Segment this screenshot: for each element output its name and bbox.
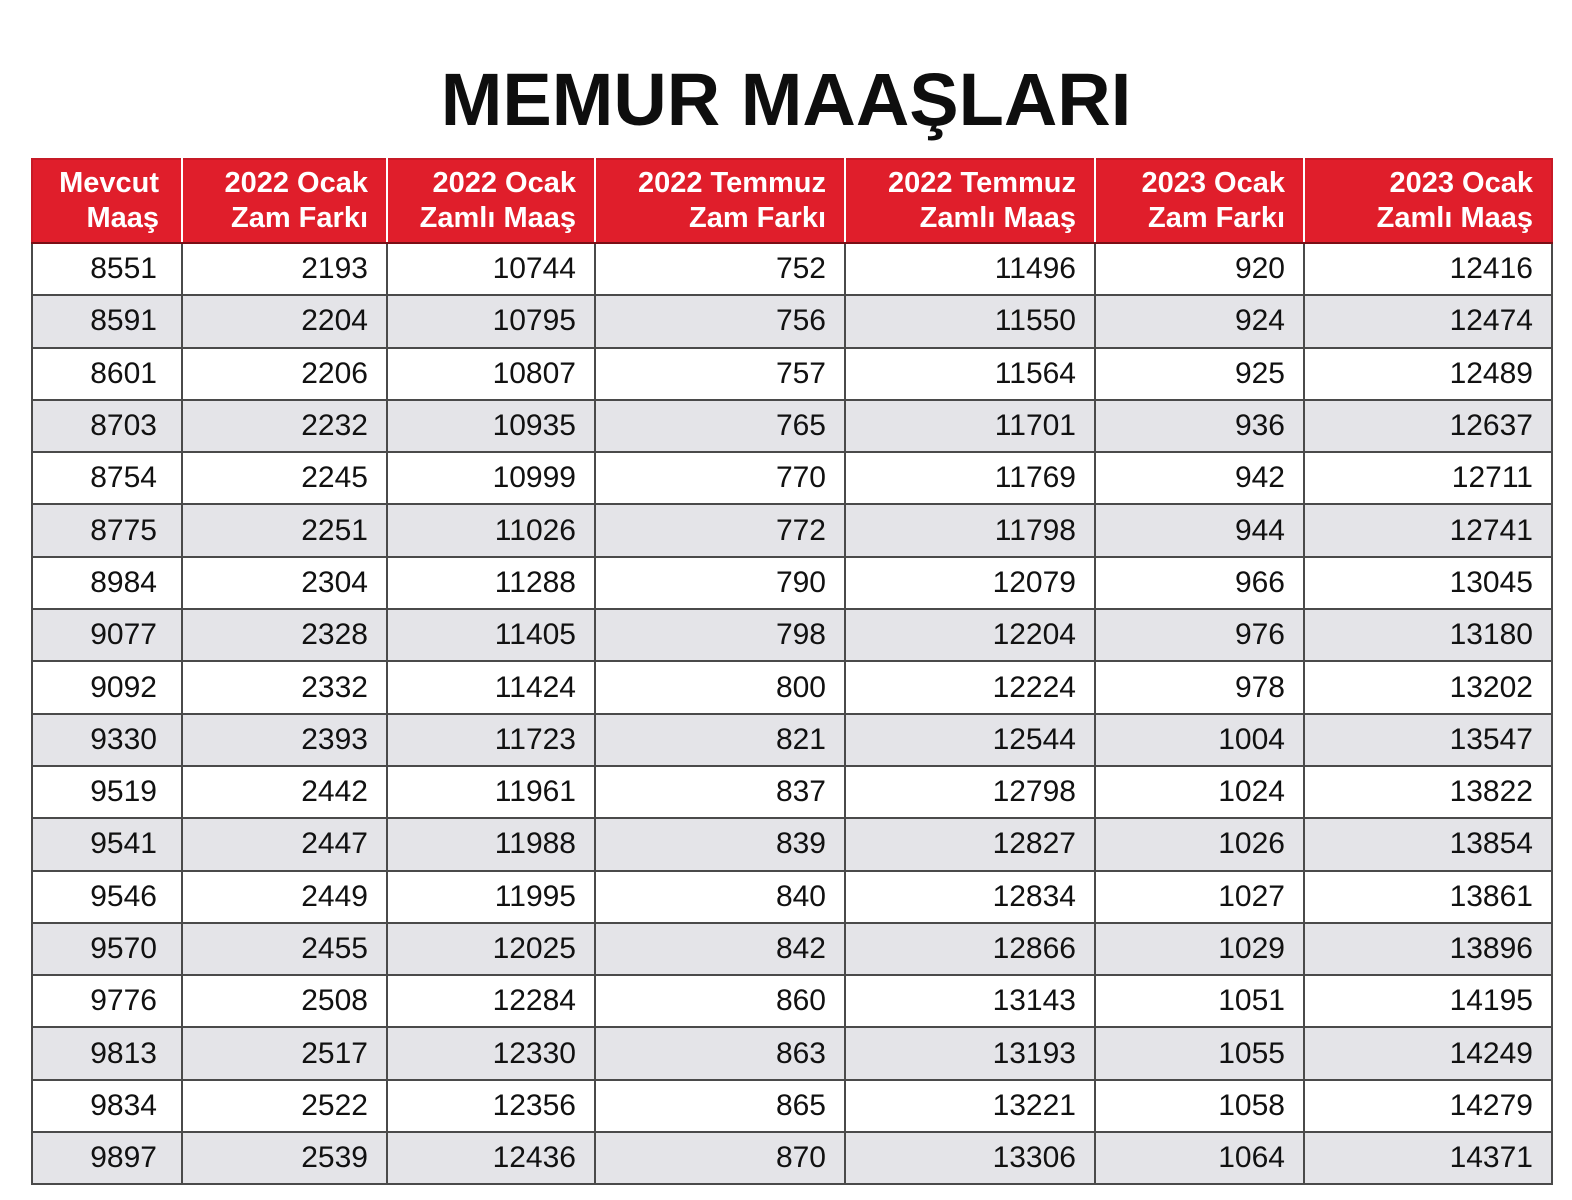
table-cell: 13854 [1304, 818, 1552, 870]
table-row [32, 871, 1552, 923]
table-cell: 2517 [182, 1027, 387, 1079]
table-cell: 12637 [1304, 400, 1552, 452]
table-cell: 14279 [1304, 1080, 1552, 1132]
header-row [32, 159, 1552, 243]
table-cell: 12544 [845, 714, 1095, 766]
table-cell: 772 [595, 504, 845, 556]
table-cell: 13180 [1304, 609, 1552, 661]
table-cell: 757 [595, 348, 845, 400]
table-cell: 2508 [182, 975, 387, 1027]
header-2022-temmuz-zam-farki [595, 159, 845, 243]
table-cell: 12356 [387, 1080, 595, 1132]
table-cell: 14195 [1304, 975, 1552, 1027]
table-row [32, 1080, 1552, 1132]
table-cell: 13861 [1304, 871, 1552, 923]
table-cell: 13822 [1304, 766, 1552, 818]
table-row [32, 818, 1552, 870]
table-cell: 798 [595, 609, 845, 661]
table-cell: 863 [595, 1027, 845, 1079]
table-cell: 1004 [1095, 714, 1304, 766]
table-cell: 9570 [32, 923, 182, 975]
table-row [32, 400, 1552, 452]
header-2023-ocak-zamli-maas [1304, 159, 1552, 243]
table-cell: 11496 [845, 243, 1095, 295]
table-cell: 12284 [387, 975, 595, 1027]
table-cell: 2304 [182, 557, 387, 609]
table-cell: 11769 [845, 452, 1095, 504]
column-header-line1: Mevcut [59, 167, 159, 199]
table-cell: 770 [595, 452, 845, 504]
table-cell: 11424 [387, 661, 595, 713]
table-cell: 11288 [387, 557, 595, 609]
table-cell: 12416 [1304, 243, 1552, 295]
table-cell: 12330 [387, 1027, 595, 1079]
table-cell: 944 [1095, 504, 1304, 556]
column-header-line1: 2022 Temmuz [887, 167, 1076, 199]
table-row [32, 348, 1552, 400]
table-cell: 2393 [182, 714, 387, 766]
table-cell: 9897 [32, 1132, 182, 1184]
table-cell: 10935 [387, 400, 595, 452]
table-cell: 14249 [1304, 1027, 1552, 1079]
table-row [32, 609, 1552, 661]
table-cell: 11723 [387, 714, 595, 766]
table-cell: 10807 [387, 348, 595, 400]
table-row [32, 766, 1552, 818]
table-cell: 11564 [845, 348, 1095, 400]
table-cell: 11026 [387, 504, 595, 556]
table-row [32, 975, 1552, 1027]
table-row [32, 557, 1552, 609]
table-cell: 11701 [845, 400, 1095, 452]
column-header-line1: 2022 Temmuz [637, 167, 826, 199]
table-row [32, 243, 1552, 295]
header-2022-ocak-zam-farki [182, 159, 387, 243]
header-2023-ocak-zam-farki [1095, 159, 1304, 243]
table-cell: 2442 [182, 766, 387, 818]
table-cell: 966 [1095, 557, 1304, 609]
table-cell: 1027 [1095, 871, 1304, 923]
table-cell: 14371 [1304, 1132, 1552, 1184]
table-cell: 2232 [182, 400, 387, 452]
header-2022-ocak-zamli-maas [387, 159, 595, 243]
table-cell: 9519 [32, 766, 182, 818]
table-cell: 840 [595, 871, 845, 923]
table-cell: 12866 [845, 923, 1095, 975]
table-row [32, 504, 1552, 556]
column-header-line1: 2023 Ocak [1389, 167, 1533, 199]
column-header-line1: 2022 Ocak [432, 167, 576, 199]
table-cell: 1051 [1095, 975, 1304, 1027]
table-cell: 756 [595, 295, 845, 347]
table-cell: 12798 [845, 766, 1095, 818]
table-cell: 1064 [1095, 1132, 1304, 1184]
table-cell: 10744 [387, 243, 595, 295]
page-title: MEMUR MAAŞLARI [440, 58, 1132, 141]
table-cell: 9077 [32, 609, 182, 661]
table-row [32, 295, 1552, 347]
table-cell: 2193 [182, 243, 387, 295]
table-cell: 800 [595, 661, 845, 713]
table-cell: 11988 [387, 818, 595, 870]
table-cell: 870 [595, 1132, 845, 1184]
table-cell: 2332 [182, 661, 387, 713]
table-cell: 10999 [387, 452, 595, 504]
table-cell: 2204 [182, 295, 387, 347]
table-row [32, 1027, 1552, 1079]
table-cell: 925 [1095, 348, 1304, 400]
table-cell: 13193 [845, 1027, 1095, 1079]
table-cell: 790 [595, 557, 845, 609]
table-cell: 12834 [845, 871, 1095, 923]
table-cell: 936 [1095, 400, 1304, 452]
table-cell: 9546 [32, 871, 182, 923]
table-row [32, 661, 1552, 713]
table-cell: 13896 [1304, 923, 1552, 975]
table-cell: 8601 [32, 348, 182, 400]
salary-table [31, 158, 1553, 1185]
table-cell: 13306 [845, 1132, 1095, 1184]
column-header-line2: Zam Farkı [1148, 202, 1285, 234]
header-2022-temmuz-zamli-maas [845, 159, 1095, 243]
table-cell: 2328 [182, 609, 387, 661]
table-cell: 13045 [1304, 557, 1552, 609]
table-cell: 920 [1095, 243, 1304, 295]
table-cell: 9330 [32, 714, 182, 766]
table-cell: 12489 [1304, 348, 1552, 400]
table-cell: 842 [595, 923, 845, 975]
table-body [32, 243, 1552, 1184]
table-cell: 1026 [1095, 818, 1304, 870]
table-cell: 2206 [182, 348, 387, 400]
table-row [32, 714, 1552, 766]
table-cell: 976 [1095, 609, 1304, 661]
table-cell: 9813 [32, 1027, 182, 1079]
table-cell: 8984 [32, 557, 182, 609]
table-cell: 839 [595, 818, 845, 870]
table-cell: 8551 [32, 243, 182, 295]
table-cell: 2539 [182, 1132, 387, 1184]
table-cell: 9541 [32, 818, 182, 870]
table-cell: 13547 [1304, 714, 1552, 766]
table-row [32, 452, 1552, 504]
column-header-line2: Zamlı Maaş [1376, 202, 1533, 234]
table-cell: 10795 [387, 295, 595, 347]
table-cell: 8754 [32, 452, 182, 504]
table-cell: 942 [1095, 452, 1304, 504]
table-cell: 8591 [32, 295, 182, 347]
column-header-line2: Zam Farkı [231, 202, 368, 234]
table-cell: 9092 [32, 661, 182, 713]
table-cell: 11405 [387, 609, 595, 661]
table-cell: 821 [595, 714, 845, 766]
table-cell: 12204 [845, 609, 1095, 661]
column-header-line2: Maaş [86, 202, 159, 234]
table-cell: 11798 [845, 504, 1095, 556]
table-cell: 12827 [845, 818, 1095, 870]
table-cell: 924 [1095, 295, 1304, 347]
table-cell: 2245 [182, 452, 387, 504]
table-cell: 12436 [387, 1132, 595, 1184]
table-cell: 1058 [1095, 1080, 1304, 1132]
table-row [32, 923, 1552, 975]
column-header-line2: Zamlı Maaş [919, 202, 1076, 234]
column-header-line2: Zamlı Maaş [419, 202, 576, 234]
table-cell: 12474 [1304, 295, 1552, 347]
table-cell: 765 [595, 400, 845, 452]
table-cell: 1024 [1095, 766, 1304, 818]
table-cell: 978 [1095, 661, 1304, 713]
table-cell: 752 [595, 243, 845, 295]
table-cell: 2522 [182, 1080, 387, 1132]
header-mevcut-maas [32, 159, 182, 243]
table-cell: 12224 [845, 661, 1095, 713]
table-cell: 12025 [387, 923, 595, 975]
table-cell: 1055 [1095, 1027, 1304, 1079]
table-cell: 13221 [845, 1080, 1095, 1132]
table-cell: 13143 [845, 975, 1095, 1027]
table-cell: 12711 [1304, 452, 1552, 504]
table-cell: 2251 [182, 504, 387, 556]
column-header-line2: Zam Farkı [689, 202, 826, 234]
table-cell: 11550 [845, 295, 1095, 347]
table-cell: 2447 [182, 818, 387, 870]
column-header-line1: 2022 Ocak [224, 167, 368, 199]
table-cell: 2449 [182, 871, 387, 923]
table-cell: 12079 [845, 557, 1095, 609]
table-cell: 8703 [32, 400, 182, 452]
column-header-line1: 2023 Ocak [1141, 167, 1285, 199]
table-cell: 13202 [1304, 661, 1552, 713]
table-cell: 837 [595, 766, 845, 818]
table-cell: 1029 [1095, 923, 1304, 975]
table-cell: 865 [595, 1080, 845, 1132]
table-cell: 8775 [32, 504, 182, 556]
table-cell: 11995 [387, 871, 595, 923]
table-cell: 9834 [32, 1080, 182, 1132]
table-cell: 12741 [1304, 504, 1552, 556]
table-cell: 9776 [32, 975, 182, 1027]
table-cell: 2455 [182, 923, 387, 975]
table-row [32, 1132, 1552, 1184]
table-cell: 11961 [387, 766, 595, 818]
table-header [32, 159, 1552, 243]
table-cell: 860 [595, 975, 845, 1027]
